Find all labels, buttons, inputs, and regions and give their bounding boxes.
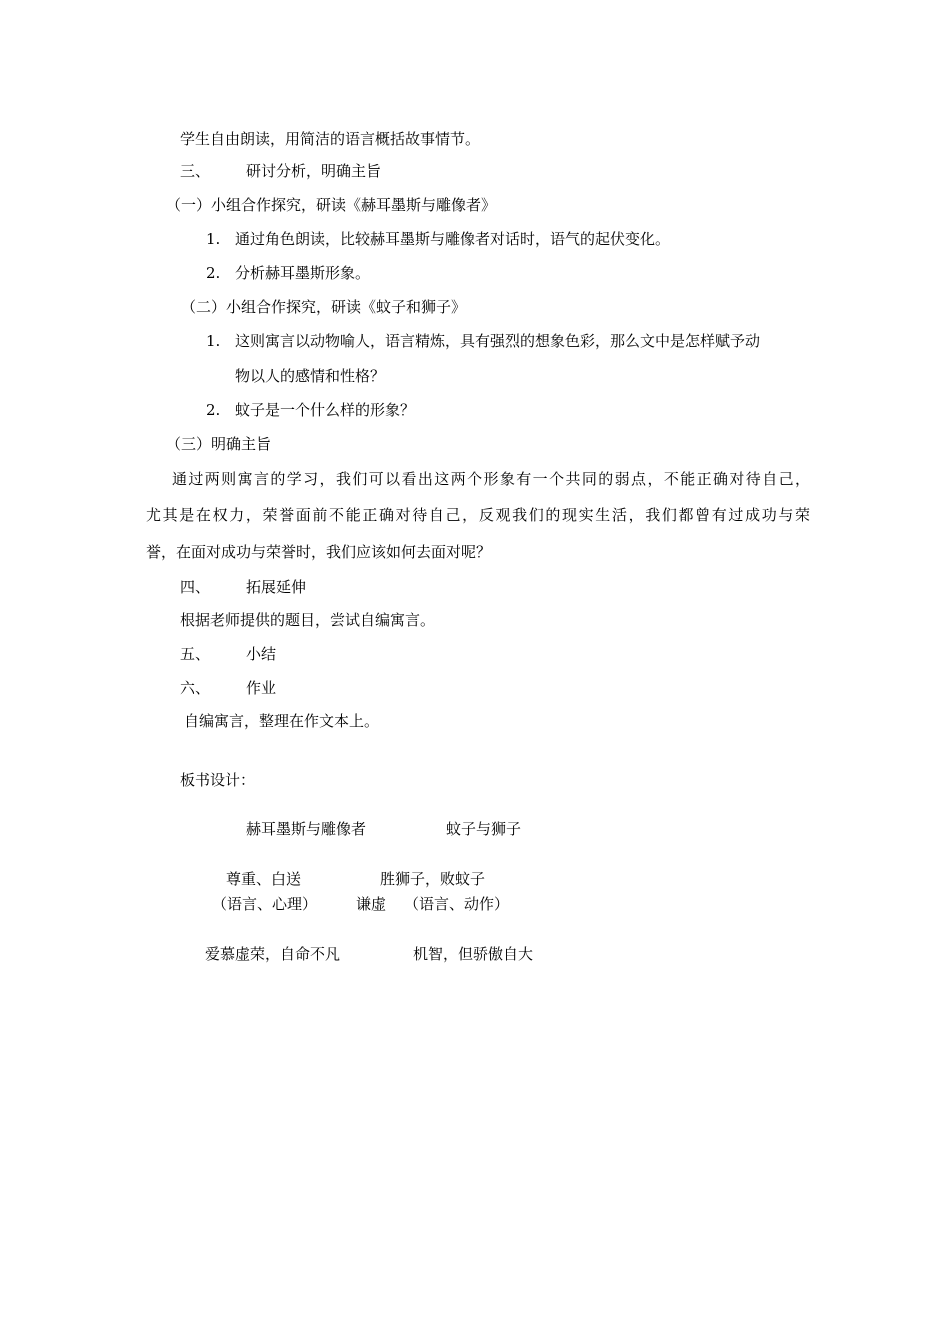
board-right-row-1: 胜狮子，败蚊子 — [380, 870, 486, 888]
item-number: 2. — [206, 401, 221, 419]
subsection-2-item-1-continuation: 物以人的感情和性格？ — [235, 367, 386, 385]
section-6-heading — [180, 678, 276, 698]
section-4-title: 拓展延伸 — [246, 578, 307, 596]
item-text: 分析赫耳墨斯形象。 — [235, 264, 371, 282]
board-left-title: 赫耳墨斯与雕像者 — [246, 820, 367, 838]
section-6-text: 自编寓言，整理在作文本上。 — [184, 712, 380, 730]
board-center-word: 谦虚 — [356, 895, 387, 913]
item-text: 蚊子是一个什么样的形象？ — [235, 401, 416, 419]
section-3-title: 研讨分析，明确主旨 — [246, 162, 382, 180]
section-6-number: 六、 — [180, 679, 211, 697]
subsection-2-heading: （二）小组合作探究，研读《蚊子和狮子》 — [181, 298, 467, 316]
section-6-title: 作业 — [246, 679, 277, 697]
intro-text: 学生自由朗读，用简洁的语言概括故事情节。 — [180, 130, 481, 148]
subsection-1-item-2 — [206, 263, 370, 283]
board-left-row-1: 尊重、白送 — [226, 870, 302, 888]
section-5-number: 五、 — [180, 645, 211, 663]
board-right-title: 蚊子与狮子 — [446, 820, 522, 838]
item-text-line-1: 这则寓言以动物喻人，语言精炼，具有强烈的想象色彩，那么文中是怎样赋予动 — [235, 332, 761, 350]
board-design-label: 板书设计： — [180, 771, 256, 789]
section-3-number: 三、 — [180, 162, 211, 180]
section-3-heading — [180, 161, 381, 181]
item-number: 1. — [206, 332, 221, 350]
subsection-1-item-1 — [206, 229, 670, 249]
section-4-number: 四、 — [180, 578, 211, 596]
section-4-text: 根据老师提供的题目，尝试自编寓言。 — [180, 611, 436, 629]
subsection-1-heading: （一）小组合作探究，研读《赫耳墨斯与雕像者》 — [166, 196, 497, 214]
summary-paragraph-line-3: 誉，在面对成功与荣誉时，我们应该如何去面对呢？ — [146, 543, 492, 561]
summary-paragraph-line-2: 尤其是在权力，荣誉面前不能正确对待自己，反观我们的现实生活，我们都曾有过成功与荣 — [146, 506, 810, 524]
summary-paragraph-line-1: 通过两则寓言的学习，我们可以看出这两个形象有一个共同的弱点，不能正确对待自己， — [172, 470, 810, 488]
item-number: 2. — [206, 264, 221, 282]
section-5-title: 小结 — [246, 645, 277, 663]
board-left-trait: 爱慕虚荣，自命不凡 — [205, 945, 341, 963]
subsection-3-heading: （三）明确主旨 — [166, 435, 272, 453]
item-number: 1. — [206, 230, 221, 248]
subsection-2-item-2 — [206, 400, 415, 420]
section-5-heading — [180, 644, 276, 664]
item-text: 通过角色朗读，比较赫耳墨斯与雕像者对话时，语气的起伏变化。 — [235, 230, 671, 248]
board-right-note: （语言、动作） — [404, 895, 510, 913]
board-left-note: （语言、心理） — [212, 895, 318, 913]
subsection-2-item-1 — [206, 331, 760, 351]
board-right-trait: 机智，但骄傲自大 — [413, 945, 534, 963]
section-4-heading — [180, 577, 306, 597]
